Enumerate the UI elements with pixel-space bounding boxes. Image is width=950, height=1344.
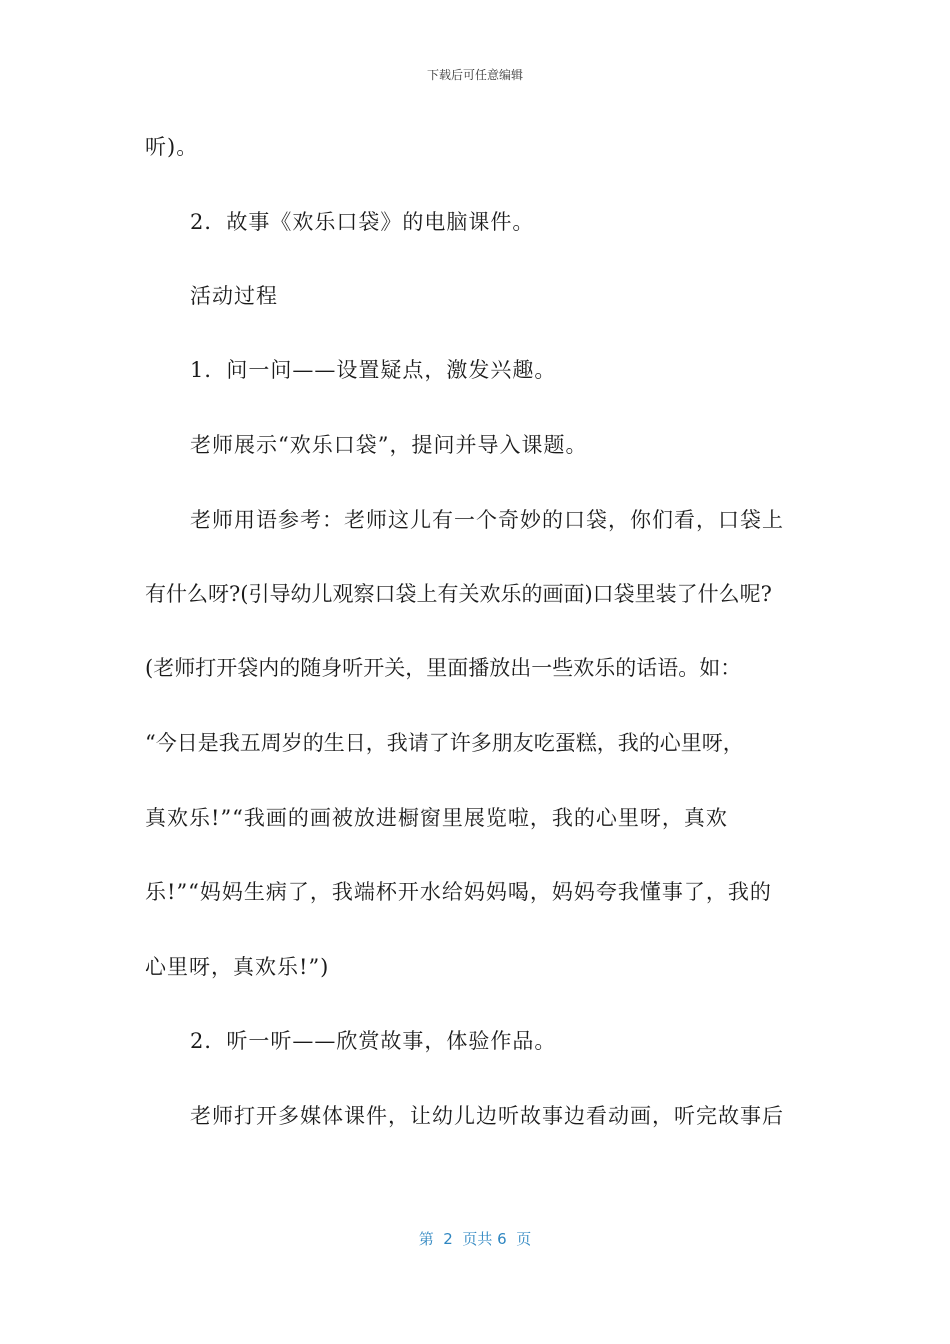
text-line: 心里呀，真欢乐!”) xyxy=(145,955,330,979)
text-line: “今日是我五周岁的生日，我请了许多朋友吃蛋糕，我的心里呀， xyxy=(145,731,744,755)
text-line: 老师用语参考：老师这儿有一个奇妙的口袋，你们看，口袋上 xyxy=(190,508,784,532)
text-line: 2．听一听——欣赏故事，体验作品。 xyxy=(190,1029,557,1053)
text-line: 老师展示“欢乐口袋”，提问并导入课题。 xyxy=(190,433,588,457)
text-line: 真欢乐!”“我画的画被放进橱窗里展览啦，我的心里呀，真欢 xyxy=(145,806,728,830)
text-line: 听)。 xyxy=(145,135,199,159)
text-line: (老师打开袋内的随身听开关，里面播放出一些欢乐的话语。如： xyxy=(145,656,742,680)
text-line: 有什么呀?(引导幼儿观察口袋上有关欢乐的画面)口袋里装了什么呢? xyxy=(145,582,772,606)
text-line: 老师打开多媒体课件，让幼儿边听故事边看动画，听完故事后 xyxy=(190,1104,784,1128)
page-number-footer: 第 2 页共 6 页 xyxy=(418,1230,532,1248)
text-line: 乐!”“妈妈生病了，我端杯开水给妈妈喝，妈妈夸我懂事了，我的 xyxy=(145,880,772,904)
text-line: 活动过程 xyxy=(190,284,278,308)
page-header: 下载后可任意编辑 xyxy=(426,68,523,82)
text-line: 2．故事《欢乐口袋》的电脑课件。 xyxy=(190,210,535,234)
text-line: 1．问一问——设置疑点，激发兴趣。 xyxy=(190,358,557,382)
